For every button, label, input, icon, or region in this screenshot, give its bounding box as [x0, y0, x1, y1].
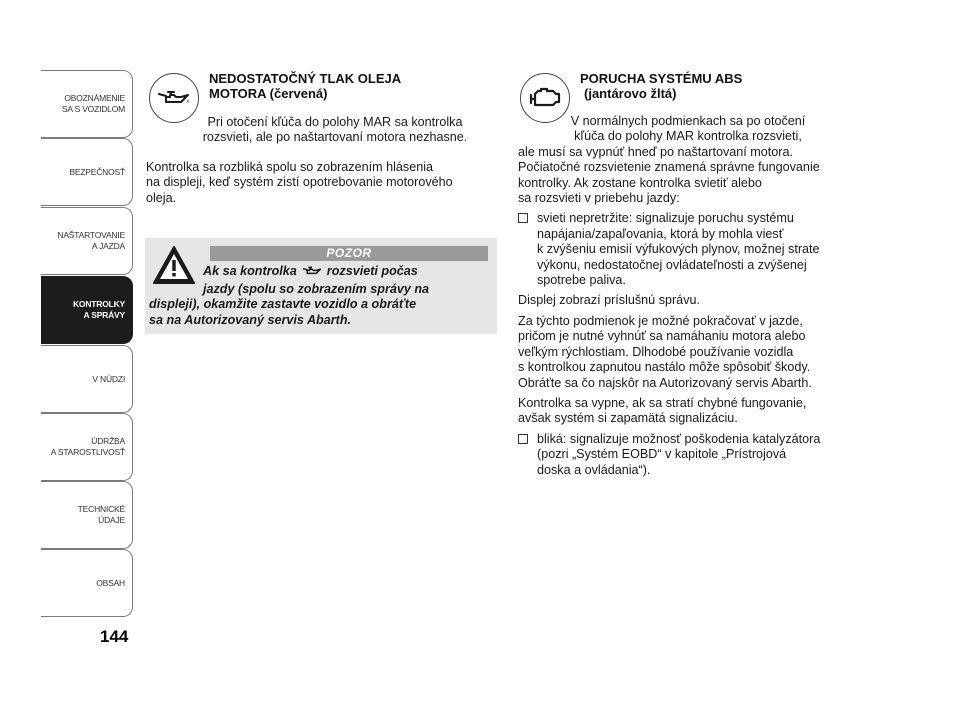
oil-desc-line: oleja.	[146, 190, 177, 205]
tab-kontrolky-active[interactable]: KONTROLKY A SPRÁVY	[41, 276, 133, 344]
abs-text-line: (pozri „Systém EOBD“ v kapitole „Prístrojová	[537, 447, 787, 462]
oil-can-icon	[301, 265, 323, 282]
abs-paragraph	[518, 145, 858, 207]
oil-section-heading	[209, 71, 489, 101]
abs-text-line: avšak systém si zapamätá signalizáciu.	[518, 411, 738, 426]
bullet-text	[537, 211, 858, 288]
abs-intro	[518, 114, 858, 145]
list-item	[518, 211, 858, 288]
abs-text-line: kontrolky. Ak zostane kontrolka svietiť alebo	[518, 175, 762, 190]
abs-paragraph	[518, 396, 858, 427]
abs-text-line: spotrebe paliva.	[537, 273, 626, 288]
caution-line-start: Ak sa kontrolka	[203, 264, 297, 278]
oil-desc-line: na displeji, keď systém zistí opotrebovanie motorového	[146, 175, 453, 190]
tab-bezpecnost[interactable]: BEZPEČNOSŤ	[41, 138, 133, 206]
oil-description	[146, 160, 498, 206]
abs-text-line: Obráťte sa čo najskôr na Autorizovaný servis Abarth.	[518, 375, 812, 390]
tab-udrzba[interactable]: ÚDRŽBA A STAROSTLIVOSŤ	[41, 413, 133, 481]
caution-header: POZOR	[210, 246, 488, 261]
oil-intro-line: Pri otočení kľúča do polohy MAR sa kontrolka	[207, 115, 463, 129]
abs-intro-line: V normálnych podmienkach sa po otočení	[570, 114, 806, 128]
abs-text-line: k zvýšeniu emisií výfukových plynov, možnej strate	[537, 242, 820, 257]
caution-line	[149, 264, 489, 282]
oil-intro-line: rozsvieti, ale po naštartovaní motora nezhasne.	[202, 130, 468, 145]
tab-technicke-udaje[interactable]: TECHNICKÉ ÚDAJE	[41, 481, 133, 549]
abs-section-heading	[580, 71, 840, 101]
caution-text	[149, 264, 489, 328]
abs-heading-line: (jantárovo žltá)	[584, 86, 677, 101]
caution-line: sa na Autorizovaný servis Abarth.	[149, 312, 352, 327]
abs-text-line: Kontrolka sa vypne, ak sa stratí chybné fungovanie,	[518, 395, 807, 410]
abs-text-line: sa rozsvieti v priebehu jazdy:	[518, 191, 680, 206]
abs-text-line: ale musí sa vypnúť hneď po naštartovaní motora.	[518, 144, 793, 159]
abs-text-line: veľkým rýchlostiam. Dlhodobé používanie vozidla	[518, 344, 794, 359]
caution-line: jazdy (spolu so zobrazením správy na	[203, 281, 430, 296]
abs-content	[518, 114, 858, 483]
tab-oboznamenie[interactable]: OBOZNÁMENIE SA S VOZIDLOM	[41, 70, 133, 138]
abs-text-line: Za týchto podmienok je možné pokračovať v jazde,	[518, 313, 803, 328]
caution-line: displeji), okamžite zastavte vozidlo a obráťte	[149, 297, 417, 312]
abs-text-line: bliká: signalizuje možnosť poškodenia katalyzátora	[537, 431, 821, 446]
page-number: 144	[100, 627, 129, 646]
tab-nastartovanie[interactable]: NAŠTARTOVANIE A JAZDA	[41, 207, 133, 275]
tab-obsah[interactable]: OBSAH	[41, 549, 133, 617]
list-item	[518, 432, 858, 478]
oil-heading-line: NEDOSTATOČNÝ TLAK OLEJA	[209, 71, 402, 86]
abs-text-line: pričom je nutné vyhnúť sa namáhaniu motora alebo	[518, 329, 806, 344]
tab-v-nudzi[interactable]: V NÚDZI	[41, 345, 133, 413]
abs-text-line: doska a ovládania“).	[537, 462, 651, 477]
abs-heading-line: PORUCHA SYSTÉMU ABS	[580, 71, 743, 86]
checkbox-bullet-icon	[518, 434, 528, 444]
bullet-text	[537, 432, 858, 478]
abs-paragraph: Displej zobrazí príslušnú správu.	[518, 293, 700, 308]
caution-line-end: rozsvieti počas	[326, 264, 418, 278]
abs-text-line: s kontrolkou zapnutou nastálo môže spôsobiť škody.	[518, 360, 811, 375]
abs-text-line: napájania/zapaľovania, ktorá by mohla viesť	[537, 226, 784, 241]
oil-heading-line: MOTORA (červená)	[209, 86, 328, 101]
oil-desc-line: Kontrolka sa rozbliká spolu so zobrazením hlásenia	[146, 160, 434, 174]
abs-paragraph	[518, 314, 858, 391]
abs-text-line: výkonu, nedostatočnej ovládateľnosti a zvýšenej	[537, 257, 807, 272]
abs-intro-line: kľúča do polohy MAR kontrolka rozsvieti,	[574, 129, 802, 144]
checkbox-bullet-icon	[518, 213, 528, 223]
abs-text-line: svieti nepretržite: signalizuje poruchu systému	[537, 211, 794, 226]
oil-intro-text	[175, 115, 495, 146]
abs-text-line: Počiatočné rozsvietenie znamená správne fungovanie	[518, 160, 820, 175]
